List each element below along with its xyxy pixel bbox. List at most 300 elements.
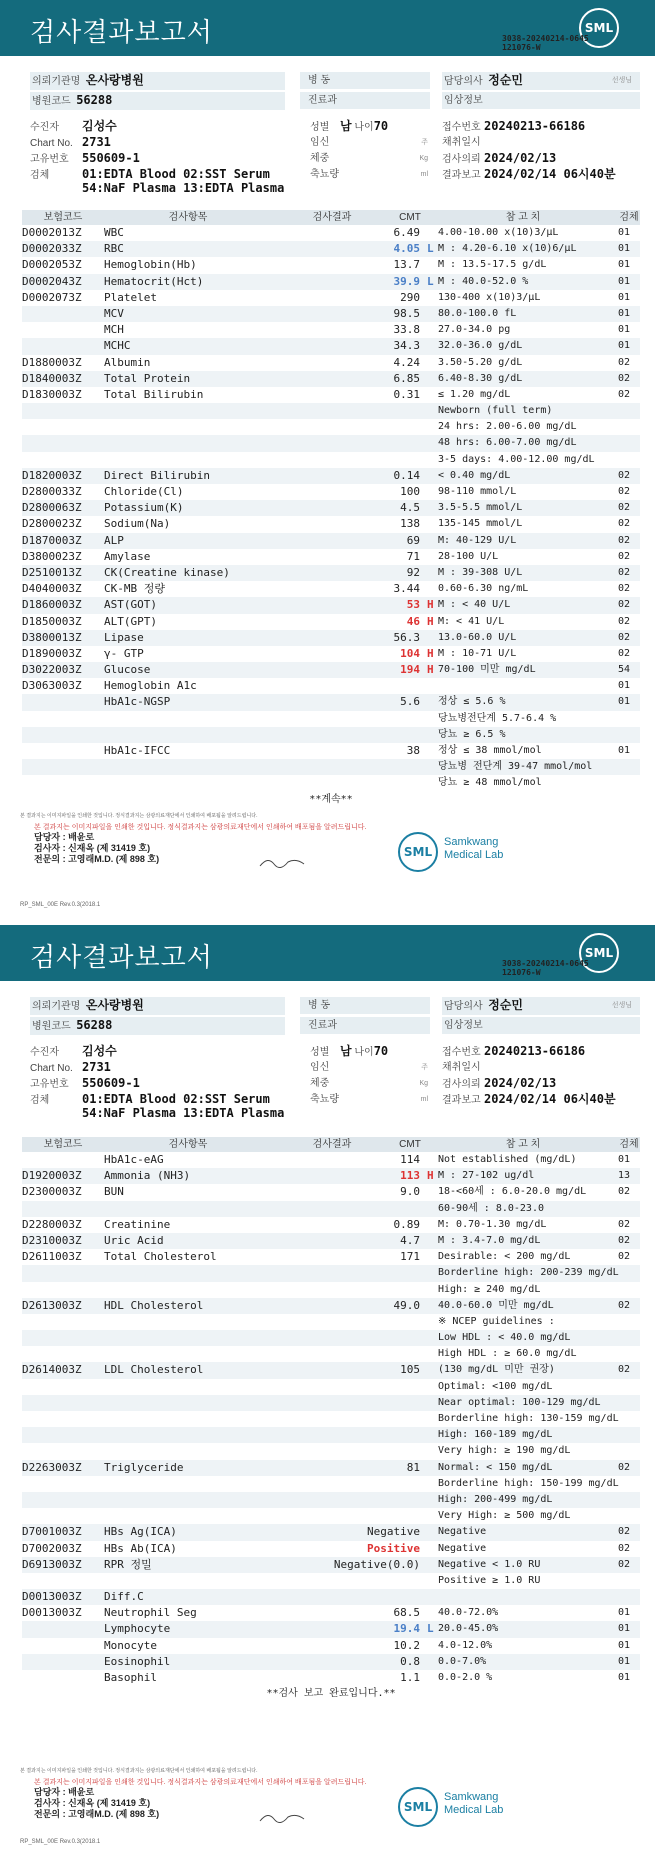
cell-code: D7002003Z xyxy=(22,1541,82,1555)
table-row xyxy=(22,484,640,500)
cell-reference: 4.00-10.00 x(10)3/μL xyxy=(438,227,559,238)
cell-reference: Desirable: < 200 mg/dL xyxy=(438,1251,571,1263)
cell-item: Uric Acid xyxy=(104,1233,164,1247)
table-row xyxy=(22,581,640,597)
results-table xyxy=(22,1137,640,1702)
table-row xyxy=(22,1249,640,1265)
table-row xyxy=(22,1152,640,1168)
cell-result: 3.44 xyxy=(393,582,420,596)
table-row xyxy=(22,1557,640,1573)
cell-reference: M : 39-308 U/L xyxy=(438,566,523,578)
cell-reference: 60-90세 : 8.0-23.0 xyxy=(438,1202,544,1214)
cell-code: D0002053Z xyxy=(22,258,82,272)
cell-item: Total Bilirubin xyxy=(104,387,204,401)
cell-code: D3022003Z xyxy=(22,663,82,677)
cell-item: Direct Bilirubin xyxy=(104,468,210,482)
cell-reference: 당뇨 ≥ 48 mmol/mol xyxy=(438,777,542,789)
table-row xyxy=(22,743,640,759)
cell-result: 171 xyxy=(400,1250,420,1264)
cell-result: 53 xyxy=(406,598,420,612)
cell-item: CK-MB 정량 xyxy=(104,582,165,596)
table-row xyxy=(22,533,640,549)
cell-code: D0002043Z xyxy=(22,274,82,288)
report-title: 검사결과보고서 xyxy=(30,18,213,48)
patient-id: 550609-1 xyxy=(82,151,140,165)
cell-item: RPR 정밀 xyxy=(104,1557,152,1571)
cell-reference: 32.0-36.0 g/dL xyxy=(438,340,523,352)
table-header: 보험코드 검사항목 검사결과 CMT 참 고 치 검체 xyxy=(22,210,640,225)
report-page-1: 검사결과보고서 SML 3038-20240214-0645 121076-W 의뢰기관명 온사랑병원 병원코드 56288 병 동 진료과 담당의사 정순민 선생님 임상정보 수진자 김성수 Chart No. 2731 고유번호 550609-1 검체 01:EDTA Blood 02:SST Serum 54:NaF Plasma 13:EDTA Plasma 성별 남 나이70 임신 주 체중 Kg 축뇨량 ml 접수번호 20240213-66186 채취일시 검사의뢰 2024/02/13 결과보고 2024/02/14 06시40분 보험코드 검사항목 검사결과 CMT 참 고 치 검체 D0002013Z WBC 6.49 4.00-10.00 x(10)3/μL 01 D0002033Z RBC 4.05 L M : 4.20-6.10 x(10)6/μL 01 D0002053Z Hemoglobin(Hb) 13.7 M : 13.5-17.5 g/dL 01 D0002043Z Hematocrit(Hct) 39.9 L M : 40.0-52.0 % 01 D0002073Z Platelet 290 130-400 x(10)3/μL 01 MCV 98.5 80.0-100.0 fL 01 MCH 33.8 27.0-34.0 pg 01 MCHC 34.3 32.0-36.0 g/dL 01 D1880003Z Albumin 4.24 3.50-5.20 g/dL 02 D1840003Z Total Protein 6.85 6.40-8.30 g/dL 02 D1830003Z Total Bilirubin 0.31 ≤ 1.20 mg/dL 02 Newborn (full term) 24 hrs: 2.00-6.00 mg/dL 48 hrs: 6.00-7.00 mg/dL 3-5 days: 4.00-12.00 mg/dL D1820003Z Direct Bilirubin 0.14 < 0.40 mg/dL 02 D2800033Z Chloride(Cl) 100 98-110 mmol/L 02 D2800063Z Potassium(K) 4.5 3.5-5.5 mmol/L 02 D2800023Z Sodium(Na) 138 135-145 mmol/L 02 D1870003Z ALP 69 M: 40-129 U/L 02 D3800023Z Amylase 71 28-100 U/L 02 D2510013Z CK(Creatine kinase) 92 M : 39-308 U/L 02 D4040003Z CK-MB 정량 3.44 0.60-6.30 ng/mL 02 D1860003Z AST(GOT) 53 H M : < 40 U/L 02 D1850003Z ALT(GPT) 46 H M: < 41 U/L 02 D3800013Z Lipase 56.3 13.0-60.0 U/L 02 D1890003Z γ- GTP 104 H M : 10-71 U/L 02 D3022003Z Glucose 194 H 70-100 미만 mg/dL 54 D3063003Z Hemoglobin A1c 01 HbA1c-NGSP 5.6 정상 ≤ 5.6 % 01 당뇨병전단계 5.7-6.4 % 당뇨 ≥ 6.5 % HbA1c-IFCC 38 정상 ≤ 38 mmol/mol 01 당뇨병 전단계 39-47 mmol/mol 당뇨 ≥ 48 mmol/mol **계속** 본 결과지는 이미지파일을 인쇄한 것입니다. 정식결과지는 삼광의료재단에서 인쇄하여 배포됨을 알려드립니다. 본 결과지는 이미지파일을 인쇄한 것입니다. 정식결과지는 삼광의료재단에서 인쇄하여 배포됨을 알려드립니다. 담당자 : 배윤로 검사자 : 신재옥 (제 31419 호) 전문의 : 고영래M.D. (제 898 호) SML Samkwang Medical Lab RP_SML_00E Rev.0.3(2018.1 xyxy=(0,0,655,925)
cell-result: 138 xyxy=(400,517,420,531)
cell-flag: L xyxy=(427,242,434,256)
cell-code: D7001003Z xyxy=(22,1525,82,1539)
cell-specimen: 02 xyxy=(618,534,631,546)
cell-item: CK(Creatine kinase) xyxy=(104,565,230,579)
cell-result: 39.9 xyxy=(393,274,420,288)
cell-item: Albumin xyxy=(104,355,151,369)
report-complete-note: **검사 보고 완료입니다.** xyxy=(266,1688,396,1700)
doctor-name: 정순민 xyxy=(488,73,523,87)
cell-result: 4.5 xyxy=(400,501,420,515)
cell-specimen: 02 xyxy=(618,469,631,481)
cell-item: HBs Ag(ICA) xyxy=(104,1525,177,1539)
cell-item: HbA1c-eAG xyxy=(104,1153,164,1166)
table-row xyxy=(22,387,640,403)
cell-result: Negative(0.0) xyxy=(333,1557,420,1571)
cell-result: 9.0 xyxy=(400,1185,420,1199)
table-row xyxy=(22,646,640,662)
cell-reference: 135-145 mmol/L xyxy=(438,518,523,530)
cell-reference: High HDL : ≥ 60.0 mg/dL xyxy=(438,1348,577,1360)
cell-specimen: 02 xyxy=(618,518,631,530)
table-row xyxy=(22,1217,640,1233)
cell-reference: 3-5 days: 4.00-12.00 mg/dL xyxy=(438,453,595,465)
cell-reference: 130-400 x(10)3/μL xyxy=(438,291,541,303)
cell-result: 13.7 xyxy=(393,258,420,272)
table-row xyxy=(22,1508,640,1524)
cell-specimen: 02 xyxy=(618,486,631,497)
cell-reference: Borderline high: 150-199 mg/dL xyxy=(438,1477,619,1489)
table-row xyxy=(22,662,640,678)
cell-reference: 18-<60세 : 6.0-20.0 mg/dL xyxy=(438,1186,587,1198)
hospital-code: 56288 xyxy=(76,93,113,107)
cell-specimen: 01 xyxy=(618,227,631,238)
cell-code: D2800063Z xyxy=(22,501,82,515)
table-row xyxy=(22,1298,640,1314)
cell-code: D2614003Z xyxy=(22,1363,82,1377)
cell-reference: M: 0.70-1.30 mg/dL xyxy=(438,1218,547,1230)
table-row xyxy=(22,1654,640,1670)
table-row xyxy=(22,759,640,775)
org-name: 온사랑병원 xyxy=(85,73,144,87)
cell-reference: 정상 ≤ 5.6 % xyxy=(438,696,506,708)
cell-reference: M : 10-71 U/L xyxy=(438,647,517,659)
table-row xyxy=(22,1265,640,1281)
cell-code: D0002033Z xyxy=(22,242,82,256)
table-row xyxy=(22,1395,640,1411)
cell-code: D2800033Z xyxy=(22,485,82,498)
cell-item: Lipase xyxy=(104,630,144,644)
cell-flag: H xyxy=(427,663,434,677)
report-page-2: 검사결과보고서 SML 3038-20240214-0645 121076-W 의뢰기관명 온사랑병원 병원코드 56288 병 동 진료과 담당의사 정순민 선생님 임상정보 수진자 김성수 Chart No. 2731 고유번호 550609-1 검체 01:EDTA Blood 02:SST Serum 54:NaF Plasma 13:EDTA Plasma 성별 남 나이70 임신 주 체중 Kg 축뇨량 ml 접수번호 20240213-66186 채취일시 검사의뢰 2024/02/13 결과보고 2024/02/14 06시40분 보험코드 검사항목 검사결과 CMT 참 고 치 검체 HbA1c-eAG 114 Not established (mg/dL) 01 D1920003Z Ammonia (NH3) 113 H M : 27-102 ug/dl 13 D2300003Z BUN 9.0 18-<60세 : 6.0-20.0 mg/dL 02 60-90세 : 8.0-23.0 D2280003Z Creatinine 0.89 M: 0.70-1.30 mg/dL 02 D2310003Z Uric Acid 4.7 M : 3.4-7.0 mg/dL 02 D2611003Z Total Cholesterol 171 Desirable: < 200 mg/dL 02 Borderline high: 200-239 mg/dL High: ≥ 240 mg/dL D2613003Z HDL Cholesterol 49.0 40.0-60.0 미만 mg/dL 02 ※ NCEP guidelines : Low HDL : < 40.0 mg/dL High HDL : ≥ 60.0 mg/dL D2614003Z LDL Cholesterol 105 (130 mg/dL 미만 권장) 02 Optimal: <100 mg/dL Near optimal: 100-129 mg/dL Borderline high: 130-159 mg/dL High: 160-189 mg/dL Very high: ≥ 190 mg/dL D2263003Z Triglyceride 81 Normal: < 150 mg/dL 02 Borderline high: 150-199 mg/dL High: 200-499 mg/dL Very High: ≥ 500 mg/dL D7001003Z HBs Ag(ICA) Negative Negative 02 D7002003Z HBs Ab(ICA) Positive Negative 02 D6913003Z RPR 정밀 Negative(0.0) Negative < 1.0 RU 02 Positive ≥ 1.0 RU D0013003Z Diff.C D0013003Z Neutrophil Seg 68.5 40.0-72.0% 01 Lymphocyte 19.4 L 20.0-45.0% 01 Monocyte 10.2 4.0-12.0% 01 Eosinophil 0.8 0.0-7.0% 01 Basophil 1.1 0.0-2.0 % 01 **검사 보고 완료입니다.** 본 결과지는 이미지파일을 인쇄한 것입니다. 정식결과지는 삼광의료재단에서 인쇄하여 배포됨을 알려드립니다. 본 결과지는 이미지파일을 인쇄한 것입니다. 정식결과지는 삼광의료재단에서 인쇄하여 배포됨을 알려드립니다. 담당자 : 배윤로 검사자 : 신재옥 (제 31419 호) 전문의 : 고영래M.D. (제 898 호) SML Samkwang Medical Lab RP_SML_00E Rev.0.3(2018.1 xyxy=(0,925,655,1850)
cell-reference: Not established (mg/dL) xyxy=(438,1154,577,1165)
table-row xyxy=(22,403,640,419)
cell-specimen: 01 xyxy=(618,307,631,319)
cell-reference: Borderline high: 200-239 mg/dL xyxy=(438,1267,619,1279)
table-row xyxy=(22,1541,640,1557)
cell-result: 194 xyxy=(400,663,420,677)
cell-item: Lymphocyte xyxy=(104,1622,171,1636)
table-row xyxy=(22,419,640,435)
cell-specimen: 01 xyxy=(618,1607,631,1619)
table-row xyxy=(22,452,640,468)
cell-result: 92 xyxy=(406,565,420,579)
cell-reference: Borderline high: 130-159 mg/dL xyxy=(438,1413,619,1424)
cell-result: 33.8 xyxy=(393,323,420,337)
cell-item: Chloride(Cl) xyxy=(104,485,184,498)
cell-item: ALP xyxy=(104,533,124,547)
cell-specimen: 01 xyxy=(618,275,631,287)
cell-reference: 24 hrs: 2.00-6.00 mg/dL xyxy=(438,421,577,433)
table-row xyxy=(22,1314,640,1330)
specimen-1: 01:EDTA Blood 02:SST Serum xyxy=(82,167,270,181)
cell-reference: 40.0-72.0% xyxy=(438,1607,499,1619)
cell-reference: 80.0-100.0 fL xyxy=(438,307,517,319)
table-row xyxy=(22,1492,640,1508)
table-row xyxy=(22,322,640,338)
table-row xyxy=(22,1427,640,1443)
cell-reference: (130 mg/dL 미만 권장) xyxy=(438,1364,555,1376)
cell-reference: Low HDL : < 40.0 mg/dL xyxy=(438,1332,571,1344)
cell-reference: 당뇨 ≥ 6.5 % xyxy=(438,728,506,740)
cell-result: 104 xyxy=(400,646,420,660)
cell-specimen: 01 xyxy=(618,1623,631,1635)
cell-item: Hemoglobin A1c xyxy=(104,679,197,693)
table-row xyxy=(22,500,640,516)
cell-reference: 13.0-60.0 U/L xyxy=(438,631,517,643)
cell-specimen: 01 xyxy=(618,324,631,336)
cell-specimen: 13 xyxy=(618,1170,631,1182)
cell-result: 19.4 xyxy=(393,1622,420,1636)
cell-specimen: 02 xyxy=(618,1461,631,1473)
cell-code: D0013003Z xyxy=(22,1590,82,1604)
cell-specimen: 02 xyxy=(618,1218,631,1230)
cell-result: 56.3 xyxy=(393,630,420,644)
table-row xyxy=(22,1282,640,1298)
cell-reference: 40.0-60.0 미만 mg/dL xyxy=(438,1299,554,1311)
cell-item: ALT(GPT) xyxy=(104,614,157,628)
cell-reference: 0.60-6.30 ng/mL xyxy=(438,583,529,595)
cell-result: 114 xyxy=(400,1153,420,1166)
table-row xyxy=(22,1621,640,1637)
cell-result: 49.0 xyxy=(393,1298,420,1312)
table-row xyxy=(22,435,640,451)
cell-result: 10.2 xyxy=(393,1638,420,1652)
cell-item: AST(GOT) xyxy=(104,598,157,612)
cell-item: Glucose xyxy=(104,663,151,677)
cell-specimen: 02 xyxy=(618,1542,631,1554)
cell-code: D4040003Z xyxy=(22,582,82,596)
table-row xyxy=(22,1330,640,1346)
table-row xyxy=(22,1201,640,1217)
cell-reference: M : 13.5-17.5 g/dL xyxy=(438,259,547,271)
cell-reference: 98-110 mmol/L xyxy=(438,486,517,497)
cell-reference: Positive ≥ 1.0 RU xyxy=(438,1574,541,1586)
cell-result: 4.7 xyxy=(400,1233,420,1247)
cell-result: 69 xyxy=(406,533,420,547)
cell-flag: H xyxy=(427,1169,434,1183)
table-row xyxy=(22,468,640,484)
cell-reference: 0.0-7.0% xyxy=(438,1655,487,1667)
table-row xyxy=(22,1443,640,1459)
cell-flag: H xyxy=(427,646,434,660)
cell-specimen: 01 xyxy=(618,243,631,255)
cell-reference: ≤ 1.20 mg/dL xyxy=(438,388,511,400)
cell-result: 68.5 xyxy=(393,1606,420,1620)
cell-reference: M : 27-102 ug/dl xyxy=(438,1170,535,1182)
cell-reference: M : 40.0-52.0 % xyxy=(438,275,529,287)
cell-specimen: 02 xyxy=(618,372,631,384)
cell-result: 38 xyxy=(406,744,420,757)
cell-code: D2280003Z xyxy=(22,1217,82,1231)
cell-item: HBs Ab(ICA) xyxy=(104,1541,177,1555)
cell-reference: Normal: < 150 mg/dL xyxy=(438,1461,553,1473)
cell-result: 0.8 xyxy=(400,1654,420,1668)
table-row xyxy=(22,274,640,290)
table-row xyxy=(22,1605,640,1621)
cell-result: 98.5 xyxy=(393,306,420,320)
cell-code: D1890003Z xyxy=(22,646,82,660)
signature-image xyxy=(258,1809,308,1827)
cell-specimen: 01 xyxy=(618,340,631,352)
cell-result: 113 xyxy=(400,1169,420,1183)
cell-specimen: 02 xyxy=(618,1364,631,1376)
cell-reference: Negative xyxy=(438,1526,487,1538)
cell-item: HDL Cholesterol xyxy=(104,1298,204,1312)
cell-code: D1820003Z xyxy=(22,468,82,482)
cell-item: Hematocrit(Hct) xyxy=(104,274,204,288)
cell-specimen: 01 xyxy=(618,696,631,708)
cell-result: 105 xyxy=(400,1363,420,1377)
cell-reference: 0.0-2.0 % xyxy=(438,1672,493,1683)
cell-specimen: 01 xyxy=(618,1655,631,1667)
cell-specimen: 02 xyxy=(618,631,631,643)
cell-reference: M: 40-129 U/L xyxy=(438,534,517,546)
receipt-no: 20240213-66186 xyxy=(484,119,586,133)
cell-reference: 28-100 U/L xyxy=(438,550,499,562)
cell-reference: 3.50-5.20 g/dL xyxy=(438,356,523,368)
cell-reference: 27.0-34.0 pg xyxy=(438,324,511,336)
table-row xyxy=(22,694,640,710)
table-row xyxy=(22,549,640,565)
cell-reference: 4.0-12.0% xyxy=(438,1639,493,1651)
cell-reference: Optimal: <100 mg/dL xyxy=(438,1380,553,1392)
cell-item: Creatinine xyxy=(104,1217,171,1231)
table-row xyxy=(22,1670,640,1686)
table-body xyxy=(22,1152,640,1686)
cell-result: Positive xyxy=(367,1541,420,1555)
cell-reference: Negative < 1.0 RU xyxy=(438,1558,541,1570)
table-row xyxy=(22,338,640,354)
sml-logo: SML xyxy=(579,933,619,973)
cell-specimen: 01 xyxy=(618,259,631,271)
table-row xyxy=(22,225,640,241)
results-table xyxy=(22,210,640,808)
cell-result: 0.89 xyxy=(393,1217,420,1231)
cell-reference: 48 hrs: 6.00-7.00 mg/dL xyxy=(438,437,577,449)
report-title: 검사결과보고서 xyxy=(30,943,213,973)
cell-flag: H xyxy=(427,598,434,612)
table-header: 보험코드 검사항목 검사결과 CMT 참 고 치 검체 xyxy=(22,1137,640,1152)
cell-reference: 20.0-45.0% xyxy=(438,1623,499,1635)
cell-code: D2611003Z xyxy=(22,1250,82,1264)
cell-result: 1.1 xyxy=(400,1671,420,1684)
cell-flag: L xyxy=(427,1622,434,1636)
table-row xyxy=(22,711,640,727)
cell-result: 0.14 xyxy=(393,468,420,482)
cell-result: 71 xyxy=(406,549,420,563)
cell-specimen: 01 xyxy=(618,745,631,756)
cell-item: Amylase xyxy=(104,549,151,563)
cell-code: D3800023Z xyxy=(22,549,82,563)
chart-no: 2731 xyxy=(82,135,111,149)
cell-code: D1840003Z xyxy=(22,371,82,385)
cell-code: D1880003Z xyxy=(22,355,82,369)
cell-code: D1870003Z xyxy=(22,533,82,547)
cell-result: 81 xyxy=(406,1460,420,1474)
cell-reference: 당뇨병 전단계 39-47 mmol/mol xyxy=(438,761,593,773)
cell-reference: High: 200-499 mg/dL xyxy=(438,1493,553,1505)
table-row xyxy=(22,1379,640,1395)
cell-result: 34.3 xyxy=(393,339,420,353)
cell-reference: High: ≥ 240 mg/dL xyxy=(438,1283,541,1295)
cell-reference: Near optimal: 100-129 mg/dL xyxy=(438,1396,601,1408)
table-row xyxy=(22,1476,640,1492)
cell-specimen: 02 xyxy=(618,550,631,562)
table-row xyxy=(22,371,640,387)
cell-result: 6.85 xyxy=(393,371,420,385)
cell-code: D1860003Z xyxy=(22,598,82,612)
cell-reference: ※ NCEP guidelines : xyxy=(438,1315,555,1327)
cell-item: Diff.C xyxy=(104,1590,144,1604)
cell-item: MCH xyxy=(104,323,124,337)
cell-specimen: 01 xyxy=(618,1639,631,1651)
table-row xyxy=(22,630,640,646)
continue-note: **계속** xyxy=(309,793,353,805)
cell-item: WBC xyxy=(104,226,124,239)
cell-item: Monocyte xyxy=(104,1638,157,1652)
cell-specimen: 02 xyxy=(618,1186,631,1198)
samkwang-logo: SML Samkwang Medical Lab xyxy=(398,1787,558,1827)
table-row xyxy=(22,1168,640,1184)
cell-reference: M : 4.20-6.10 x(10)6/μL xyxy=(438,243,577,255)
cell-reference: 6.40-8.30 g/dL xyxy=(438,372,523,384)
cell-specimen: 02 xyxy=(618,502,631,514)
table-row xyxy=(22,355,640,371)
table-body xyxy=(22,225,640,792)
table-row xyxy=(22,775,640,791)
cell-reference: Very High: ≥ 500 mg/dL xyxy=(438,1510,571,1522)
cell-reference: High: 160-189 mg/dL xyxy=(438,1429,553,1441)
cell-specimen: 02 xyxy=(618,599,631,611)
table-row xyxy=(22,1638,640,1654)
cell-item: Ammonia (NH3) xyxy=(104,1169,191,1183)
table-row xyxy=(22,597,640,613)
table-row xyxy=(22,306,640,322)
footer: 본 결과지는 이미지파일을 인쇄한 것입니다. 정식결과지는 삼광의료재단에서 인쇄하여 배포됨을 알려드립니다. 본 결과지는 이미지파일을 인쇄한 것입니다. 정식결과지는 삼광의료재단에서 인쇄하여 배포됨을 알려드립니다. 담당자 : 배윤로 검사자 : 신재옥 (제 31419 호) 전문의 : 고영래M.D. (제 898 호) SML Samkwang Medical Lab RP_SML_00E Rev.0.3(2018.1 xyxy=(20,1767,640,1820)
cell-code: D3800013Z xyxy=(22,630,82,644)
table-row xyxy=(22,1411,640,1427)
table-row xyxy=(22,1460,640,1476)
cell-specimen: 02 xyxy=(618,1299,631,1311)
cell-reference: 정상 ≤ 38 mmol/mol xyxy=(438,745,542,756)
cell-item: Hemoglobin(Hb) xyxy=(104,258,197,272)
cell-item: Potassium(K) xyxy=(104,501,184,515)
cell-specimen: 02 xyxy=(618,1234,631,1246)
cell-code: D2300003Z xyxy=(22,1185,82,1199)
cell-specimen: 02 xyxy=(618,356,631,368)
cell-item: Neutrophil Seg xyxy=(104,1606,197,1620)
cell-result: 290 xyxy=(400,290,420,304)
cell-reference: 3.5-5.5 mmol/L xyxy=(438,502,523,514)
cell-item: Triglyceride xyxy=(104,1460,184,1474)
cell-result: 5.6 xyxy=(400,695,420,709)
table-row xyxy=(22,290,640,306)
cell-flag: H xyxy=(427,614,434,628)
cell-item: γ- GTP xyxy=(104,646,144,660)
table-row xyxy=(22,727,640,743)
cell-code: D3063003Z xyxy=(22,679,82,693)
table-row xyxy=(22,1362,640,1378)
cell-item: MCHC xyxy=(104,339,131,353)
cell-reference: Negative xyxy=(438,1542,487,1554)
cell-code: D0002073Z xyxy=(22,290,82,304)
cell-reference: Very high: ≥ 190 mg/dL xyxy=(438,1445,571,1457)
cell-item: LDL Cholesterol xyxy=(104,1363,204,1377)
table-row xyxy=(22,241,640,257)
cell-result: 4.24 xyxy=(393,355,420,369)
cell-item: Total Protein xyxy=(104,371,191,385)
cell-code: D2613003Z xyxy=(22,1298,82,1312)
cell-item: Eosinophil xyxy=(104,1654,171,1668)
signature-image xyxy=(258,854,308,872)
cell-result: Negative xyxy=(367,1525,420,1539)
cell-code: D1920003Z xyxy=(22,1169,82,1183)
cell-result: 6.49 xyxy=(393,226,420,239)
table-row xyxy=(22,1589,640,1605)
cell-flag: L xyxy=(427,274,434,288)
cell-item: Platelet xyxy=(104,290,157,304)
cell-specimen: 02 xyxy=(618,615,631,627)
cell-specimen: 02 xyxy=(618,388,631,400)
cell-specimen: 02 xyxy=(618,1251,631,1263)
cell-specimen: 02 xyxy=(618,647,631,659)
table-row xyxy=(22,614,640,630)
cell-specimen: 01 xyxy=(618,680,631,692)
cell-reference: M: < 41 U/L xyxy=(438,615,505,627)
table-row xyxy=(22,257,640,273)
cell-code: D0013003Z xyxy=(22,1606,82,1620)
samkwang-logo: SML Samkwang Medical Lab xyxy=(398,832,558,872)
cell-specimen: 01 xyxy=(618,1154,631,1165)
patient-name: 김성수 xyxy=(82,119,117,133)
table-row xyxy=(22,1524,640,1540)
cell-code: D2310003Z xyxy=(22,1233,82,1247)
table-row xyxy=(22,516,640,532)
cell-item: Basophil xyxy=(104,1671,157,1684)
table-row xyxy=(22,678,640,694)
ref-code: 3038-20240214-0645 121076-W xyxy=(502,959,589,977)
